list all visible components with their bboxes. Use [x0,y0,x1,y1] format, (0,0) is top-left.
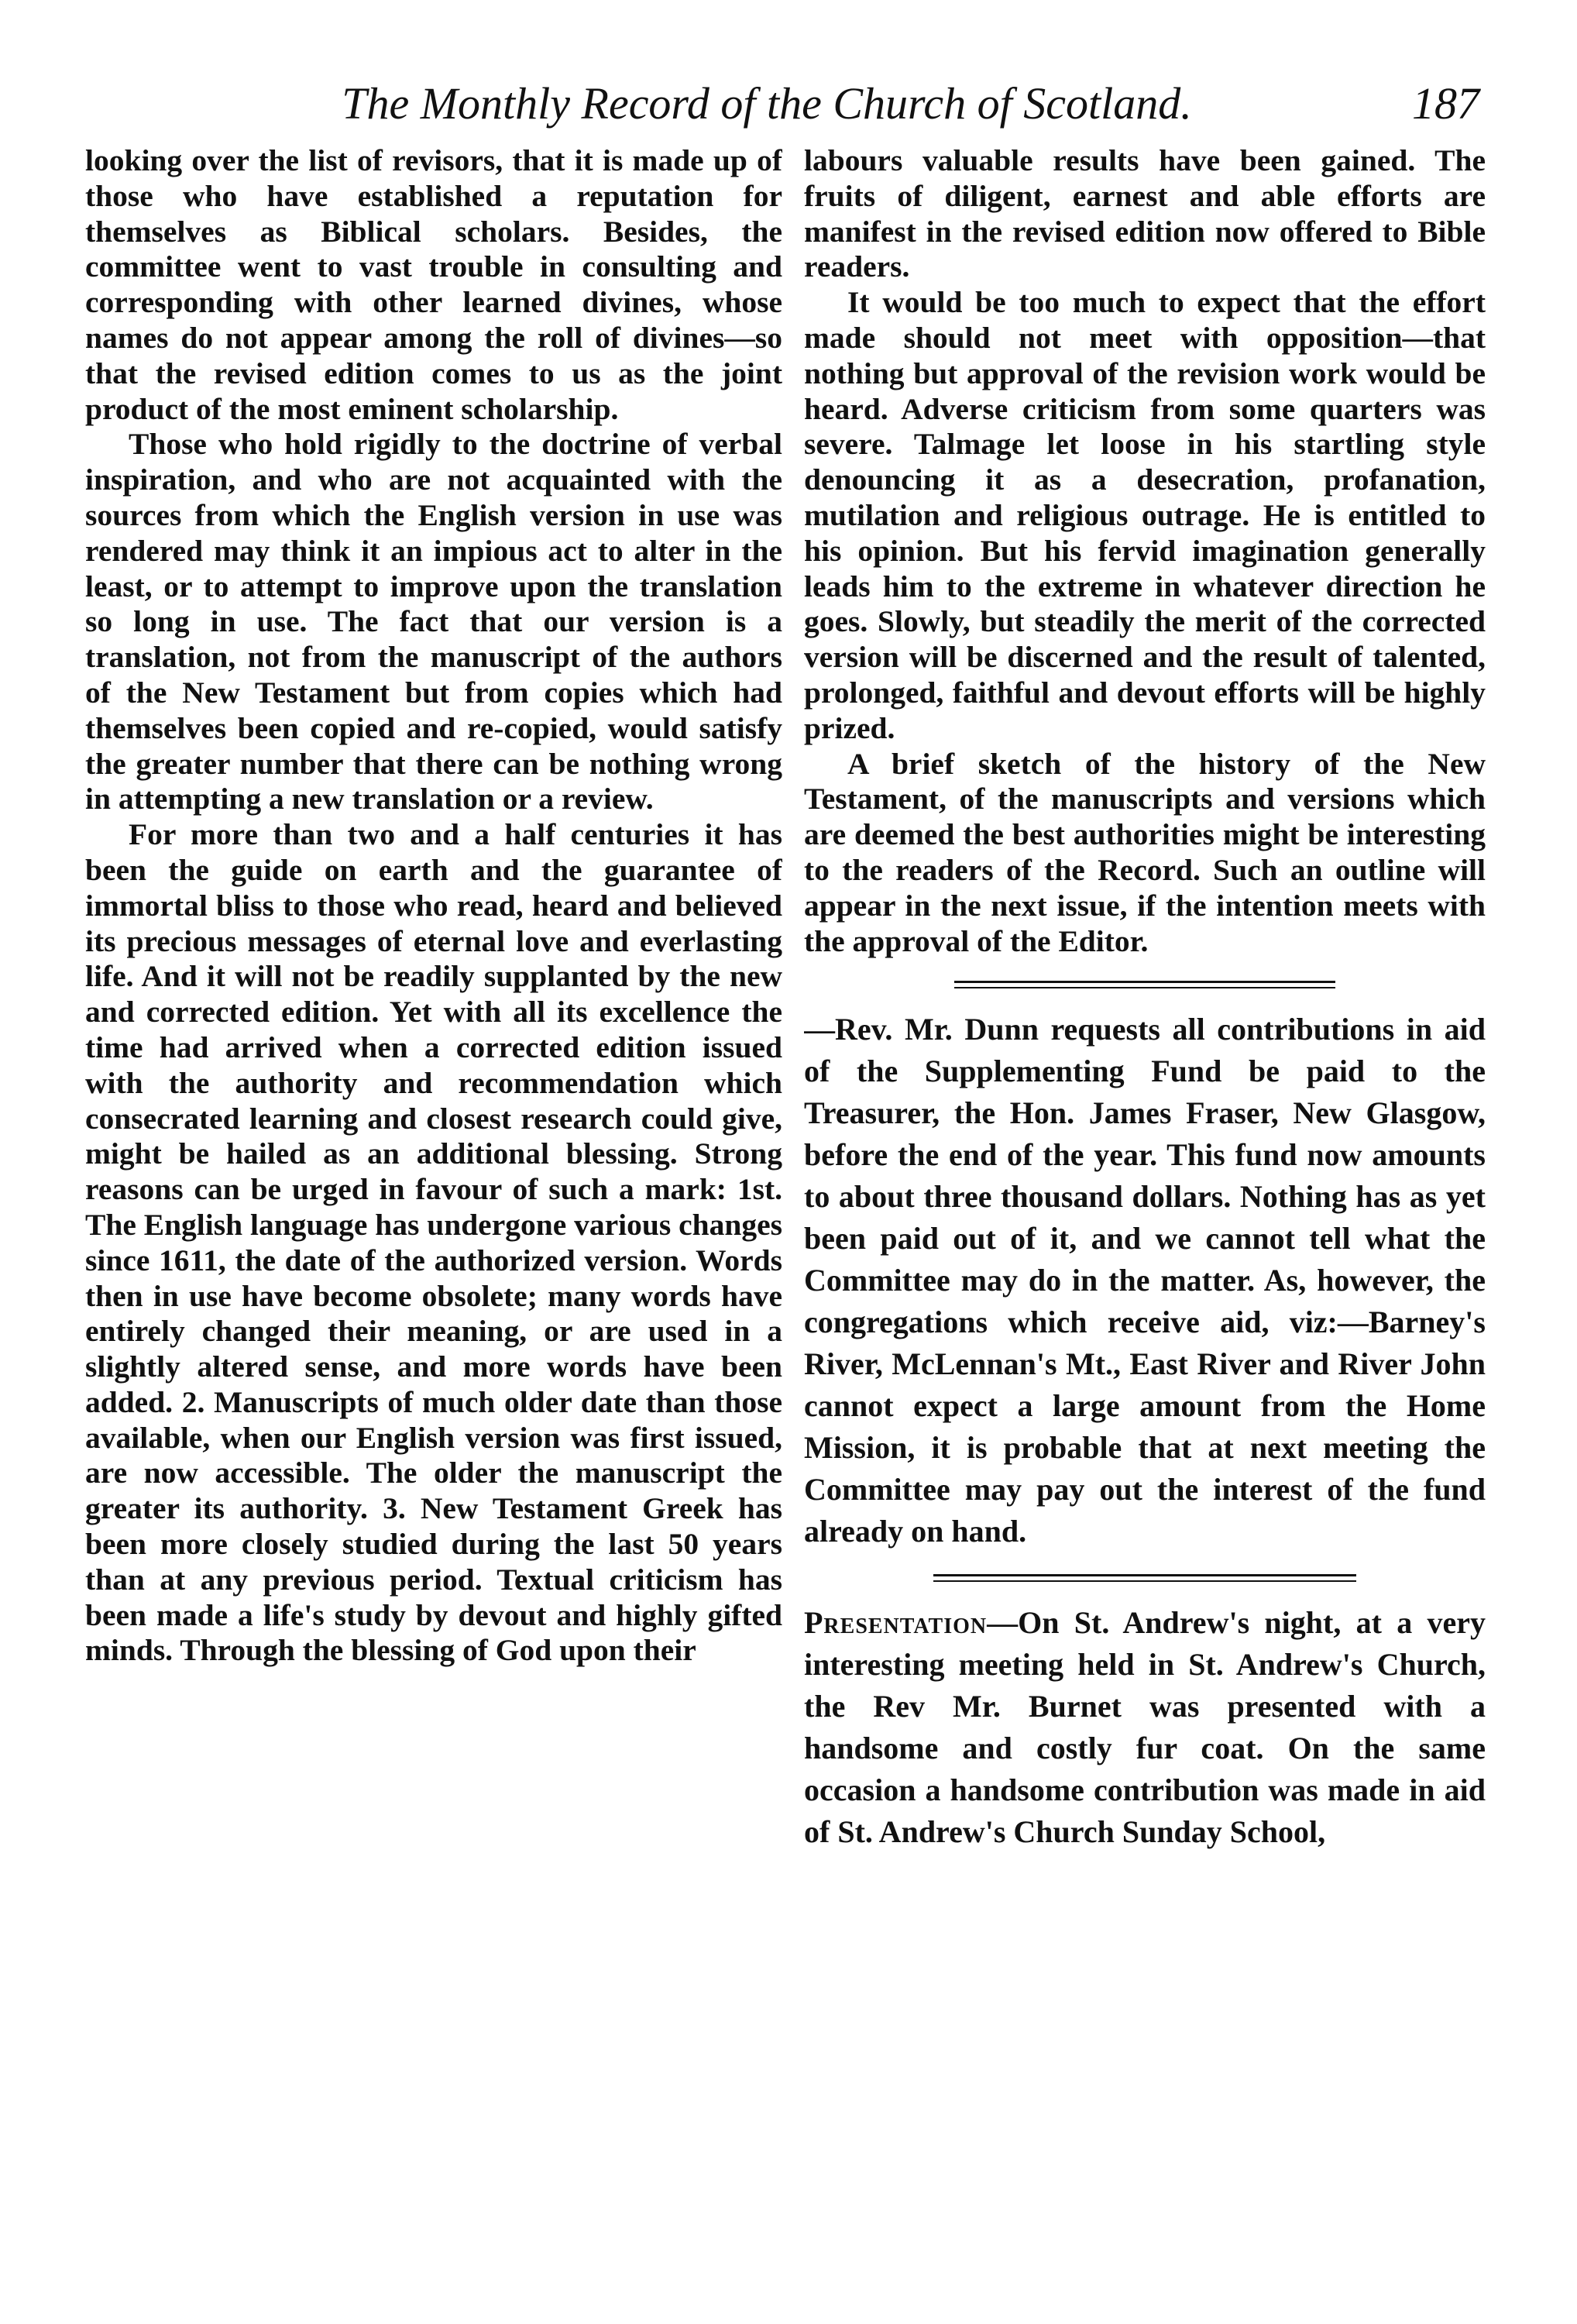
presentation-text: —On St. Andrew's night, at a very interesting meeting held in St. Andrew's Church, the Rev Mr. Burnet was presented with a handsome and costly fur coat. On the same occasion a handsome contribution was made in aid of St. Andrew's Church Sunday School, [804,1605,1486,1850]
left-column [85,143,782,2297]
running-header [85,77,1479,139]
paragraph-labours: labours valuable results have been gained. The fruits of diligent, earnest and able efforts are manifest in the revised edition now offered to Bible readers. [804,143,1486,284]
journal-title: The Monthly Record of the Church of Scotland. [342,78,1192,129]
paragraph-brief-sketch: A brief sketch of the history of the New Testament, of the manuscripts and versions which are deemed the best authorities might be interesting to the readers of the Record. Such an outline will appear in the next issue, if the intention meets with the approval of the Editor. [804,746,1486,958]
divider-rule [933,1574,1356,1576]
right-column [804,143,1486,2297]
section-divider [804,959,1486,1009]
page-number: 187 [1412,78,1479,129]
section-divider-double [804,1552,1486,1602]
notice-supplementing-fund: —Rev. Mr. Dunn requests all contributions in aid of the Supplementing Fund be paid to the Treasurer, the Hon. James Fraser, New Glasgow, before the end of the year. This fund now amounts to about three thousand dollars. Nothing has as yet been paid out of it, and we cannot tell what the Committee may do in the matter. As, however, the congregations which receive aid, viz:—Barney's River, McLennan's Mt., East River and River John cannot expect a large amount from the Home Mission, it is probable that at next meeting the Committee may pay out the interest of the fund already on hand. [804,1012,1486,1549]
paragraph-opposition: It would be too much to expect that the effort made should not meet with opposition—that nothing but approval of the revision work would be heard. Adverse criticism from some quarters was severe. Talmage let loose in his startling style denouncing it as a desecration, profanation, mutilation and religious outrage. He is entitled to his opinion. But his fervid imagination generally leads him to the extreme in whatever direction he goes. Slowly, but steadily the merit of the corrected version will be discerned and the result of talented, prolonged, faithful and devout efforts will be highly prized. [804,285,1486,745]
paragraph-revisors: looking over the list of revisors, that it is made up of those who have established a reputation for themselves as Biblical scholars. Besides, the committee went to vast trouble in consulting and corresponding with other learned divines, whose names do not appear among the roll of divines—so that the revised edition comes to us as the joint product of the most eminent scholarship. [85,143,782,426]
presentation-lead: Presentation [804,1605,988,1641]
paragraph-verbal-inspiration: Those who hold rigidly to the doctrine of verbal inspiration, and who are not acquainted with the sources from which the English version in use was rendered may think it an impious act to alter in the least, or to attempt to improve upon the translation so long in use. The fact that our version is a translation, not from the manuscript of the authors of the New Testament but from copies which had themselves been copied and re-copied, would satisfy the greater number that there can be nothing wrong in attempting a new translation or a review. [85,427,782,816]
notice-presentation [804,1602,1486,1853]
divider-rule-thin [933,1580,1356,1582]
divider-rule [954,981,1336,983]
paragraph-two-centuries: For more than two and a half centuries it has been the guide on earth and the guarantee of immortal bliss to those who read, heard and believed its precious messages of eternal love and everlasting life. And it will not be readily supplanted by the new and corrected edition. Yet with all its excellence the time had arrived when a corrected edition issued with the authority and recommendation which consecrated learning and closest research could give, might be hailed as an additional blessing. Strong reasons can be urged in favour of such a mark: 1st. The English language has undergone various changes since 1611, the date of the authorized version. Words then in use have become obsolete; many words have entirely changed their meaning, or are used in a slightly altered sense, and more words have been added. 2. Manuscripts of much older date than those available, when our English version was first issued, are now accessible. The older the manuscript the greater its authority. 3. New Testament Greek has been more closely studied during the last 50 years than at any previous period. Textual criticism has been made a life's study by devout and highly gifted minds. Through the blessing of God upon their [85,817,782,1668]
divider-rule-thin [954,987,1336,988]
